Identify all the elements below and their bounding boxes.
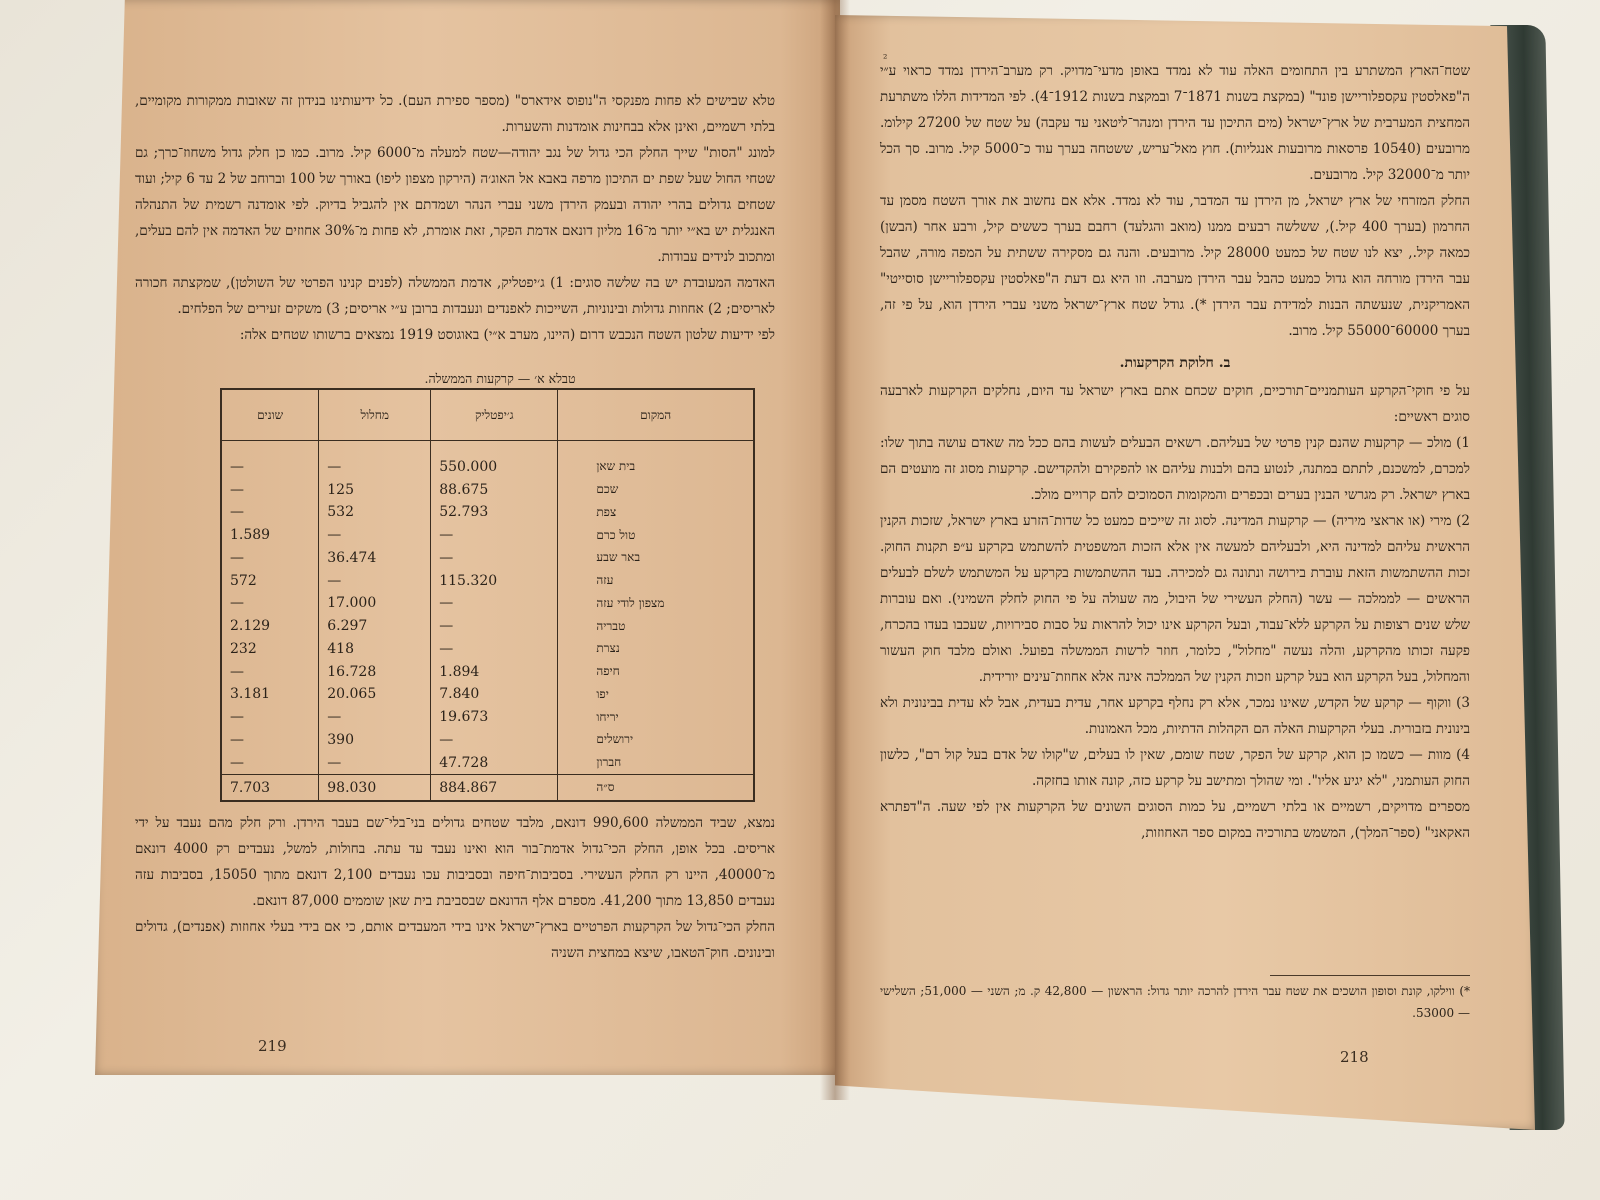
paragraph: 2) מירי (או אראצי מיריה) — קרקעות המדינה. לסוג זה שייכים כמעט כל שדות־הזרע בארץ ישראל, שזכות הקנין הראשית עליהם למדינה היא, ולבעליהם למעשה אין אלא הזכות המשפטית להשתמש בקרקע ע״פ תקנות החוק. זכות ההשתמשות הזאת עוברת בירושה ונתונה גם למכירה. בעד ההשתמשות בקרקע על המשתמש לשלם לבעלים הראשים — לממלכה — עשר (החלק העשירי של היבול, מה שעולה על פי החוק לחלק השמיני). ואם עוברות שלש שנים רצופות על הקרקע ללא־עבוד, ובעל הקרקע אינו יכול להראות על סבות סבירויות, שעכבו בעדו בהכרח, פקעה זכותו מהקרקע, והלה נעשה "מחלול", כלומר, חוזר לרשות הממשלה בפועל. ואולם מלבד חוק העשור והמחלול, בעל הקרקע הוא בעל קרקע וזכות הקנין של הממלכה אינה אלא אחוזת־עינים יורידית.: [880, 513, 1470, 685]
jiftlik-cell: 47.728: [431, 751, 558, 774]
other-cell: 232: [221, 637, 319, 660]
column-header: המקום: [558, 389, 754, 441]
place-cell: בית שאן: [558, 455, 754, 478]
jiftlik-cell: —: [431, 524, 558, 547]
mahlul-cell: 390: [319, 728, 431, 751]
place-cell: ירושלים: [558, 728, 754, 751]
paragraph: טלא שבישים לא פחות מפנקסי ה"נופוס אידארס" (מספר ספירת העם). כל ידיעותינו בנידון זה שאובות ממקורות מקומיים, בלתי רשמיים, ואינן אלא בבחינות אומדנות והשערות.: [135, 93, 775, 135]
place-cell: נצרת: [558, 637, 754, 660]
paragraph: על פי חוקי־הקרקע העותמניים־תורכיים, חוקים שכחם אתם בארץ ישראל עד היום, נחלקים הקרקעות לארבעה סוגים ראשיים:: [880, 383, 1470, 425]
paragraph: מספרים מדויקים, רשמיים או בלתי רשמיים, על כמות הסוגים השונים של הקרקעות אין לפי שעה. ה"דפתרא האקאני" (ספר־המלך), המשמש בתורכיה במקום ספר האחוזות,: [880, 799, 1470, 841]
place-cell: טול כרם: [558, 524, 754, 547]
paragraph: נמצא, שביד הממשלה 990,600 דונאם, מלבד שטחים גדולים בני־בלי־שם בעבר הירדן. ורק חלק מהם נעבד על ידי אריסים. בכל אופן, החלק הכי־גדול אדמת־בור הוא ואינו נעבד עד עתה. בחולות, למשל, נעבדים רק 4000 דונאם מ־40000, היינו רק החלק העשירי. בסביבות־חיפה ובסביבות עכו נעבדים 2,100 דונאם מתוך 15050, בסביבות עזה נעבדים 13,850 מתוך 41,200. מספרם אלף הדונאם שבסביבת בית שאן שוממים 87,000 דונאם.: [135, 815, 775, 909]
mahlul-cell: —: [319, 751, 431, 774]
total-other-cell: 7.703: [221, 775, 319, 802]
table-row: [221, 478, 754, 501]
government-lands-table: [220, 388, 755, 802]
mahlul-cell: 20.065: [319, 683, 431, 706]
mahlul-cell: 16.728: [319, 660, 431, 683]
mahlul-cell: —: [319, 455, 431, 478]
other-cell: —: [221, 751, 319, 774]
left-page-text-top: [135, 88, 775, 348]
jiftlik-cell: —: [431, 728, 558, 751]
section-title: ב. חלוקת הקרקעות.: [1119, 355, 1231, 371]
jiftlik-cell: —: [431, 637, 558, 660]
footnote: [880, 975, 1470, 1024]
column-header: שונים: [221, 389, 319, 441]
jiftlik-cell: 88.675: [431, 478, 558, 501]
other-cell: 3.181: [221, 683, 319, 706]
footnote-rule: [1270, 975, 1470, 976]
place-cell: עזה: [558, 569, 754, 592]
jiftlik-cell: 1.894: [431, 660, 558, 683]
column-header: ג׳יפטליק: [431, 389, 558, 441]
table-row: [221, 660, 754, 683]
table-row: [221, 637, 754, 660]
place-cell: באר שבע: [558, 546, 754, 569]
column-header: מחלול: [319, 389, 431, 441]
table-row: [221, 524, 754, 547]
place-cell: חיפה: [558, 660, 754, 683]
jiftlik-cell: 52.793: [431, 501, 558, 524]
paragraph: החלק המזרחי של ארץ ישראל, מן הירדן עד המדבר, עוד לא נמדד. אלא אם נחשוב את אורך השטח מסמן עד החרמון (בערך 400 קיל.), ששלשה רבעים ממנו (מואב והגלעד) רחבם בערך כששים קיל, ורבע אחר (הבשן) כמאה קיל., יצא לנו שטח של כמעט 28000 קיל. מרובעים. והנה גם מסקירה ששתית על המפה מורה, שהבל עבר הירדן מורחה הוא גדול כמעט כהבל עבר הירדן מערבה. וזו היא גם דעת ה"פאלסטין עקספלוריישן סוסייטי" האמריקנית, שנעשתה הבנות למדידת עבר הירדן *). גודל שטח ארץ־ישראל משני עברי הירדן הוא, על פי זה, בערך 60000־55000 קיל. מרוב.: [880, 193, 1471, 339]
place-cell: חברון: [558, 751, 754, 774]
footnote-text: *) ווילקו, קונת וסופון הושכים את שטח עבר הירדן להרכה יותר גדול: הראשון — 42,800 ק. מ; השני — 51,000; השלישי — 53000.: [880, 984, 1470, 1020]
place-cell: טבריה: [558, 615, 754, 638]
mahlul-cell: 6.297: [319, 615, 431, 638]
other-cell: —: [221, 478, 319, 501]
table-row: [221, 751, 754, 774]
mahlul-cell: 125: [319, 478, 431, 501]
total-place-cell: ס״ה: [558, 775, 754, 802]
page-number-right: 218: [1340, 1048, 1369, 1066]
other-cell: 1.589: [221, 524, 319, 547]
other-cell: —: [221, 592, 319, 615]
mahlul-cell: 418: [319, 637, 431, 660]
page-number-left: 219: [258, 1037, 287, 1055]
mahlul-cell: —: [319, 524, 431, 547]
place-cell: צפת: [558, 501, 754, 524]
jiftlik-cell: 115.320: [431, 569, 558, 592]
place-cell: מצפון לודי עזה: [558, 592, 754, 615]
paragraph: 3) ווקוף — קרקע של הקדש, שאינו נמכר, אלא רק נחלף בקרקע אחר, עדית בעדית, אבל לא עדית בבינונית ולא בינונית בזבורית. בעלי הקרקעות האלה הם הקהלות הדתיות, מכל האמונות.: [880, 695, 1470, 737]
other-cell: 572: [221, 569, 319, 592]
other-cell: —: [221, 706, 319, 729]
other-cell: —: [221, 660, 319, 683]
other-cell: —: [221, 546, 319, 569]
other-cell: —: [221, 501, 319, 524]
paragraph: לפי ידיעות שלטון השטח הנכבש דרום (היינו, מערב א״י) באוגוסט 1919 נמצאים ברשותו שטחים אלה:: [239, 327, 775, 343]
paragraph: שטח־הארץ המשתרע בין התחומים האלה עוד לא נמדד באופן מדעי־מדויק. רק מערב־הירדן נמדד כראוי ע״י ה"פאלסטין עקספלוריישן פונד" (במקצת בשנות 1871־7 ובמקצת בשנות 1912־4). לפי המדידות הללו משתרעת המחצית המערבית של ארץ־ישראל (מים התיכון עד הירדן ומנהר־ליטאני עד עקבה) על שטח של 27200 קילומ. מרובעים (10540 פרסאות מרובעות אנגליות). חוץ מאל־עריש, ששטחה בערך עוד כ־5000 קיל. מרוב. סך הכל יותר מ־32000 קיל. מרובעים.: [880, 63, 1471, 183]
jiftlik-cell: 7.840: [431, 683, 558, 706]
table-row: [221, 546, 754, 569]
place-cell: יפו: [558, 683, 754, 706]
table-row: [221, 501, 754, 524]
other-cell: —: [221, 455, 319, 478]
jiftlik-cell: —: [431, 615, 558, 638]
table-row: [221, 592, 754, 615]
table-row: [221, 706, 754, 729]
jiftlik-cell: —: [431, 546, 558, 569]
table-body: [221, 441, 754, 802]
paragraph: 4) מוות — כשמו כן הוא, קרקע של הפקר, שטח שומם, שאין לו בעלים, ש"קולו של אדם בעל קול רם", כלשון החוק העותמני, "לא יגיע אליו". ומי שהולך ומתישב על קרקע כזה, קונה אותו בחזקה.: [880, 747, 1470, 789]
paragraph: האדמה המעובדת יש בה שלשה סוגים: 1) ג׳יפטליק, אדמת הממשלה (לפנים קנינו הפרטי של השולטן), שמקצתה חכורה לאריסים; 2) אחוזות גדולות ובינוניות, השייכות לאפנדים ונעבדות ברובן ע״י אריסים; 3) משקים זעירים של הפלחים.: [135, 275, 775, 317]
table-row: [221, 569, 754, 592]
total-mahlul-cell: 98.030: [319, 775, 431, 802]
mahlul-cell: 36.474: [319, 546, 431, 569]
mahlul-cell: 17.000: [319, 592, 431, 615]
place-cell: שכם: [558, 478, 754, 501]
table-row: [221, 615, 754, 638]
other-cell: —: [221, 728, 319, 751]
place-cell: יריחו: [558, 706, 754, 729]
table-row: [221, 728, 754, 751]
paragraph: 1) מולכ — קרקעות שהנם קנין פרטי של בעליהם. רשאים הבעלים לעשות בהם ככל מה שאדם עושה בתוך שלו: למכרם, למשכנם, לתתם במתנה, לנטוע בהם ולבנות עליהם או להפקירם ולהקדישם. קרקעות מסוג זה מועטים הם בארץ ישראל. רק מגרשי הבנין בערים ובכפרים והמקומות הסמוכים להם קרויים מולכ.: [880, 435, 1470, 503]
table-row: [221, 683, 754, 706]
paragraph: החלק הכי־גדול של הקרקעות הפרטיים בארץ־ישראל אינו בידי המעבדים אותם, כי אם בידי בעלי אחוזות (אפנדים), גדולים ובינונים. חוק־הטאבו, שיצא במחצית השניה: [135, 919, 775, 961]
total-jiftlik-cell: 884.867: [431, 775, 558, 802]
jiftlik-cell: —: [431, 592, 558, 615]
mahlul-cell: —: [319, 706, 431, 729]
table-row: [221, 455, 754, 478]
jiftlik-cell: 19.673: [431, 706, 558, 729]
table-total-row: [221, 775, 754, 802]
book-gutter: [820, 0, 850, 1100]
right-page-text: [880, 58, 1470, 846]
paragraph: למונג "הסות" שייך החלק הכי גדול של נגב יהודה—שטח למעלה מ־6000 קיל. מרוב. כמו כן חלק גדול משחוז־כרך; גם שטחי החול שעל שפת ים התיכון מרפה באבא אל האוג׳ה (הירקון מצפון ליפו) באורך של 100 וברוחב של 2 עד 6 קיל; ועוד שטחים גדולים בהרי יהודה ובעמק הירדן משני עברי הנהר ושמדתם אין להגביל בדיוק. לפי אומדנה רשמית של התנהלה האנגלית יש בא״י יותר מ־16 מליון דונאם אדמת הפקר, זאת אומרת, לא פחות מ־30% אחוזים של האדמה אין להם בעלים, ומתכוב לנידים עבודות.: [135, 145, 776, 265]
page-marker: ²: [883, 52, 888, 65]
jiftlik-cell: 550.000: [431, 455, 558, 478]
table-title: טבלא א׳ — קרקעות הממשלה.: [424, 371, 576, 386]
mahlul-cell: 532: [319, 501, 431, 524]
mahlul-cell: —: [319, 569, 431, 592]
other-cell: 2.129: [221, 615, 319, 638]
left-page-text-bottom: [135, 810, 775, 966]
